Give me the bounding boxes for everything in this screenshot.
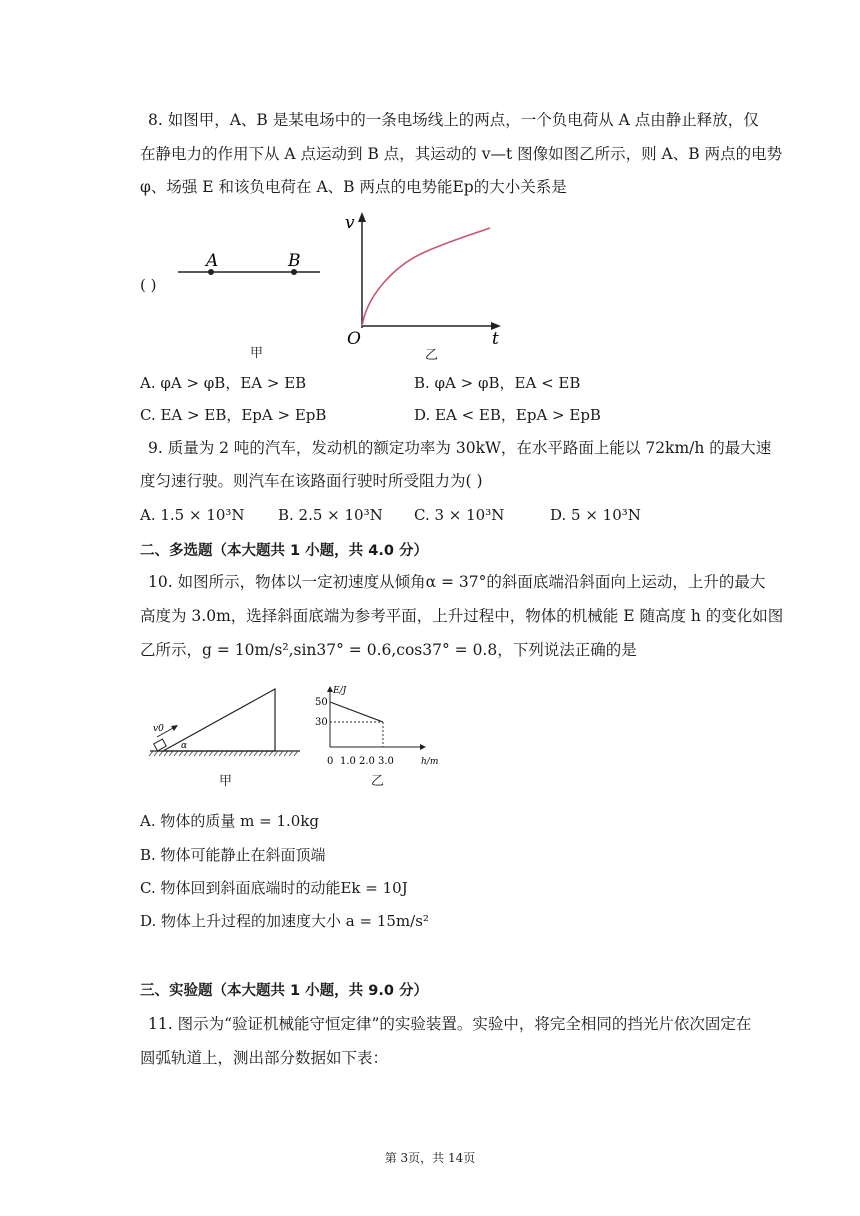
- q10-line-3: 乙所示，g = 10m/s²,sin37° = 0.6,cos37° = 0.8，下列说法正确的是: [140, 641, 637, 659]
- block: [154, 739, 167, 751]
- hatch-mark: [249, 751, 253, 756]
- q10-option-c: C. 物体回到斜面底端时的动能Ek = 10J: [140, 879, 408, 897]
- hatch-mark: [174, 751, 178, 756]
- q10-figure-b: [310, 685, 450, 770]
- q8-line-2: 在静电力的作用下从 A 点运动到 B 点，其运动的 v—t 图像如图乙所示，则 A、B 两点的电势: [140, 145, 783, 163]
- q11-line-1: 11. 图示为“验证机械能守恒定律”的实验装置。实验中，将完全相同的挡光片依次固定在: [148, 1015, 752, 1033]
- xtick-3: 3.0: [378, 756, 394, 767]
- hatch-mark: [229, 751, 233, 756]
- hatch-mark: [294, 751, 298, 756]
- hatch-mark: [179, 751, 183, 756]
- label-a: A: [206, 251, 219, 271]
- hatch-mark: [244, 751, 248, 756]
- incline: [163, 689, 275, 751]
- hatch-mark: [184, 751, 188, 756]
- q8-blank: ( ): [140, 276, 157, 294]
- q10-fig-a-caption: 甲: [219, 774, 233, 789]
- hatch-mark: [269, 751, 273, 756]
- hatch-mark: [149, 751, 153, 756]
- hatch-mark: [224, 751, 228, 756]
- q8-line-1: 8. 如图甲，A、B 是某电场中的一条电场线上的两点，一个负电荷从 A 点由静止释放，仅: [148, 111, 759, 129]
- q10-line-2: 高度为 3.0m，选择斜面底端为参考平面，上升过程中，物体的机械能 E 随高度 h 的变化如图: [140, 607, 784, 625]
- hatch-mark: [219, 751, 223, 756]
- hatch-mark: [204, 751, 208, 756]
- xtick-2: 2.0: [359, 756, 375, 767]
- section-2-heading: 二、多选题（本大题共 1 小题，共 4.0 分）: [140, 543, 428, 559]
- hatch-mark: [159, 751, 163, 756]
- q9-option-a: A. 1.5 × 10³N: [140, 506, 245, 524]
- q8-option-a: A. φA > φB，EA > EB: [140, 374, 307, 392]
- q10-option-b: B. 物体可能静止在斜面顶端: [140, 846, 326, 864]
- page-footer: 第 3页，共 14页: [384, 1151, 476, 1165]
- q9-option-c: C. 3 × 10³N: [414, 506, 505, 524]
- q8-line-3: φ、场强 E 和该负电荷在 A、B 两点的电势能Ep的大小关系是: [140, 178, 567, 196]
- hatch-mark: [189, 751, 193, 756]
- hatch-mark: [164, 751, 168, 756]
- hatch-mark: [234, 751, 238, 756]
- q10-option-a: A. 物体的质量 m = 1.0kg: [140, 812, 320, 830]
- xlabel: h/m: [421, 757, 439, 767]
- q9-line-1: 9. 质量为 2 吨的汽车，发动机的额定功率为 30kW，在水平路面上能以 72km/h 的最大速: [148, 439, 772, 457]
- q8-option-b: B. φA > φB，EA < EB: [414, 374, 581, 392]
- hatch-mark: [239, 751, 243, 756]
- q9-option-d: D. 5 × 10³N: [550, 506, 641, 524]
- ground-hatch: [149, 751, 298, 756]
- section-3-heading: 三、实验题（本大题共 1 小题，共 9.0 分）: [140, 983, 428, 999]
- q8-fig-b-caption: 乙: [425, 348, 439, 363]
- q8-fig-a-caption: 甲: [250, 346, 264, 361]
- hatch-mark: [169, 751, 173, 756]
- hatch-mark: [259, 751, 263, 756]
- q11-line-2: 圆弧轨道上，测出部分数据如下表：: [140, 1049, 389, 1067]
- ytick-30: 30: [315, 717, 328, 728]
- hatch-mark: [209, 751, 213, 756]
- xtick-1: 1.0: [340, 756, 356, 767]
- q10-line-1: 10. 如图所示，物体以一定初速度从倾角α = 37°的斜面底端沿斜面向上运动，上升的最大: [148, 573, 766, 591]
- q8-figure-b: [335, 210, 515, 350]
- ytick-50: 50: [315, 697, 328, 708]
- hatch-mark: [254, 751, 258, 756]
- q10-option-d: D. 物体上升过程的加速度大小 a = 15m/s²: [140, 912, 429, 930]
- hatch-mark: [199, 751, 203, 756]
- q9-line-2: 度匀速行驶。则汽车在该路面行驶时所受阻力为( ): [140, 472, 483, 490]
- hatch-mark: [154, 751, 158, 756]
- vt-curve: [362, 228, 490, 326]
- y-axis-arrow: [358, 212, 366, 222]
- hatch-mark: [284, 751, 288, 756]
- alpha-label: α: [181, 741, 188, 751]
- q10-figure-a: [145, 685, 305, 765]
- v0-label: v0: [153, 724, 164, 734]
- ylabel: E/J: [333, 686, 347, 696]
- axis-t-label: t: [492, 329, 499, 349]
- hatch-mark: [194, 751, 198, 756]
- hatch-mark: [264, 751, 268, 756]
- label-b: B: [288, 251, 301, 271]
- origin-label: O: [347, 329, 361, 349]
- hatch-mark: [279, 751, 283, 756]
- hatch-mark: [274, 751, 278, 756]
- q8-figure-a: [170, 248, 330, 298]
- x-axis-arrow: [420, 744, 426, 750]
- q10-fig-b-caption: 乙: [371, 774, 385, 789]
- q8-option-c: C. EA > EB，EpA > EpB: [140, 406, 327, 424]
- velocity-arrowhead: [171, 725, 178, 731]
- hatch-mark: [214, 751, 218, 756]
- energy-line: [330, 702, 383, 722]
- q9-option-b: B. 2.5 × 10³N: [278, 506, 383, 524]
- xtick-0: 0: [327, 756, 334, 767]
- q8-option-d: D. EA < EB，EpA > EpB: [414, 406, 601, 424]
- hatch-mark: [289, 751, 293, 756]
- axis-v-label: v: [345, 213, 355, 233]
